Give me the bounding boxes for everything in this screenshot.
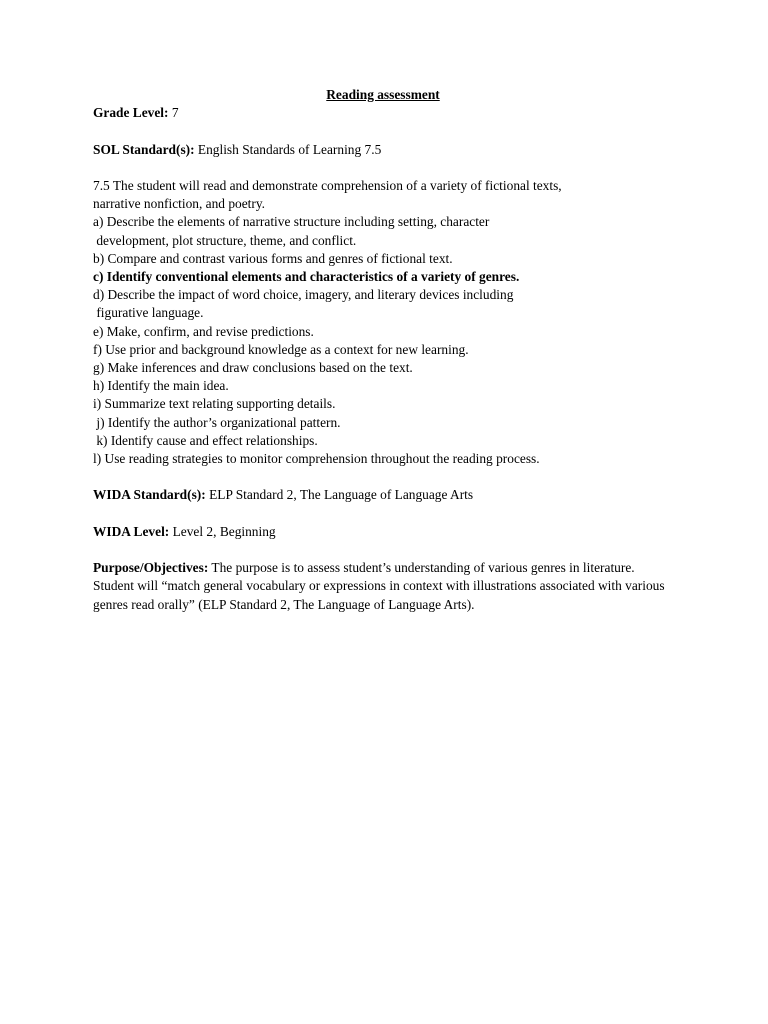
wida-standard-value: ELP Standard 2, The Language of Language Arts xyxy=(205,487,474,503)
grade-level-label: Grade Level: xyxy=(93,105,169,121)
grade-level-field xyxy=(93,104,693,122)
wida-standard-label: WIDA Standard(s): xyxy=(93,487,206,503)
spacer xyxy=(93,468,693,486)
document-title: Reading assessment xyxy=(326,87,440,102)
standard-line: i) Summarize text relating supporting details. xyxy=(93,396,336,412)
spacer xyxy=(93,122,693,140)
wida-level-value: Level 2, Beginning xyxy=(169,523,276,539)
standard-line: a) Describe the elements of narrative structure including setting, character xyxy=(93,214,490,230)
standard-line: 7.5 The student will read and demonstrate comprehension of a variety of fictional texts, xyxy=(93,177,562,193)
standard-line: k) Identify cause and effect relationships. xyxy=(93,432,318,448)
standard-line: d) Describe the impact of word choice, imagery, and literary devices including xyxy=(93,287,514,303)
purpose-objectives-text: The purpose is to assess student’s understanding of various genres in literature. Student will “match general vocabulary or expressions in context with illustrations associated with various genres read orally” (ELP Standard 2, The Language of Language Arts). xyxy=(93,560,665,612)
standard-line: l) Use reading strategies to monitor comprehension throughout the reading process. xyxy=(93,451,540,467)
sol-standard-label: SOL Standard(s): xyxy=(93,141,195,157)
document-content xyxy=(93,86,693,614)
wida-level-label: WIDA Level: xyxy=(93,523,170,539)
sol-standard-field xyxy=(93,141,693,159)
standard-line: g) Make inferences and draw conclusions based on the text. xyxy=(93,360,413,376)
standard-line: b) Compare and contrast various forms and genres of fictional text. xyxy=(93,250,453,266)
sol-standard-value: English Standards of Learning 7.5 xyxy=(194,141,382,157)
standard-line: f) Use prior and background knowledge as a context for new learning. xyxy=(93,341,469,357)
standard-text-block xyxy=(93,177,693,468)
standard-line: j) Identify the author’s organizational pattern. xyxy=(93,414,341,430)
standard-line-highlighted: c) Identify conventional elements and characteristics of a variety of genres. xyxy=(93,269,520,284)
grade-level-value: 7 xyxy=(168,105,179,121)
standard-line: narrative nonfiction, and poetry. xyxy=(93,196,266,212)
spacer xyxy=(93,159,693,177)
standard-line: figurative language. xyxy=(93,305,204,321)
standard-line: h) Identify the main idea. xyxy=(93,378,229,394)
spacer xyxy=(93,541,693,559)
standard-line: e) Make, confirm, and revise predictions. xyxy=(93,323,314,339)
purpose-objectives-paragraph xyxy=(93,559,673,614)
purpose-objectives-label: Purpose/Objectives: xyxy=(93,560,209,576)
standard-line: development, plot structure, theme, and conflict. xyxy=(93,232,357,248)
spacer xyxy=(93,505,693,523)
wida-level-field xyxy=(93,523,693,541)
wida-standard-field xyxy=(93,486,693,504)
